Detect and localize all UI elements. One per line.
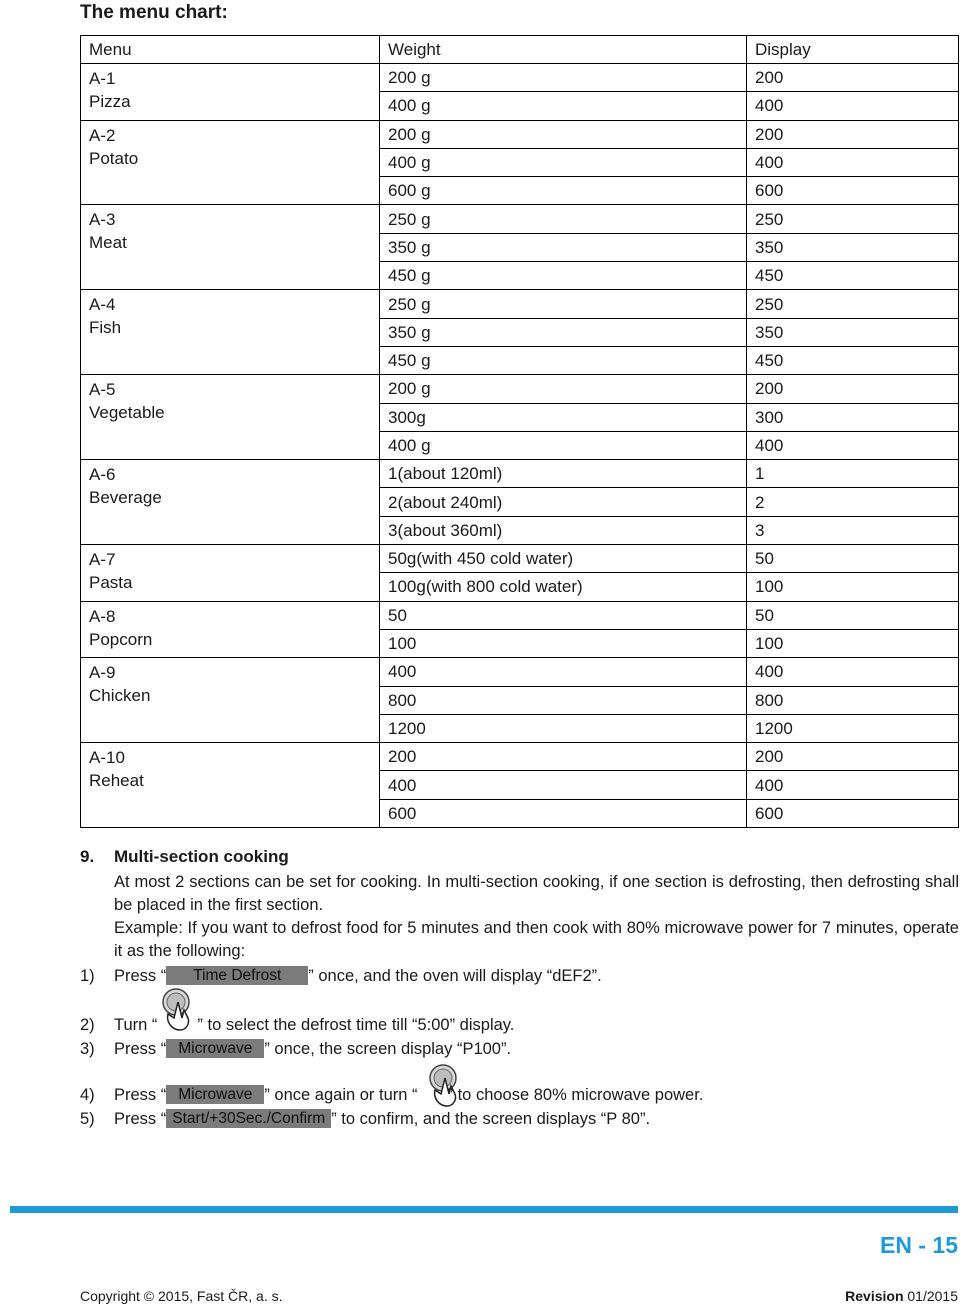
- weight-cell: 3(about 360ml): [380, 516, 747, 544]
- table-row: [81, 120, 959, 148]
- weight-cell: 400: [380, 771, 747, 799]
- weight-cell: 200: [380, 743, 747, 771]
- table-row: [81, 743, 959, 771]
- copyright: Copyright © 2015, Fast ČR, a. s.: [80, 1288, 283, 1304]
- menu-chart-table: [80, 35, 959, 828]
- display-cell: 600: [747, 177, 959, 205]
- weight-cell: 350 g: [380, 318, 747, 346]
- display-cell: 400: [747, 658, 959, 686]
- weight-cell: 400: [380, 658, 747, 686]
- table-row: [81, 64, 959, 92]
- display-cell: 200: [747, 743, 959, 771]
- menu-name: Pizza: [89, 92, 131, 111]
- step-number: 5): [80, 1110, 95, 1128]
- display-cell: 1: [747, 460, 959, 488]
- revision-label: Revision: [845, 1288, 904, 1304]
- menu-code: A-6: [89, 465, 116, 485]
- section-number: 9.: [80, 847, 95, 866]
- menu-code: A-10: [89, 748, 125, 768]
- microwave-button[interactable]: Microwave: [166, 1039, 264, 1059]
- revision: [845, 1288, 958, 1304]
- display-cell: 100: [747, 573, 959, 601]
- weight-cell: 600: [380, 799, 747, 827]
- menu-code: A-7: [89, 550, 116, 570]
- table-row: [81, 290, 959, 318]
- step-text: ” once, and the oven will display “dEF2”.: [308, 967, 602, 985]
- header-weight: Weight: [380, 36, 747, 64]
- display-cell: 350: [747, 233, 959, 261]
- revision-value: 01/2015: [907, 1288, 958, 1304]
- display-cell: 250: [747, 290, 959, 318]
- page-number: EN - 15: [880, 1232, 958, 1258]
- weight-cell: 400 g: [380, 431, 747, 459]
- weight-cell: 1(about 120ml): [380, 460, 747, 488]
- display-cell: 2: [747, 488, 959, 516]
- weight-cell: 400 g: [380, 92, 747, 120]
- weight-cell: 400 g: [380, 148, 747, 176]
- menu-item-cell: [81, 601, 380, 658]
- page-heading: The menu chart:: [80, 2, 228, 23]
- step-text: Press “: [114, 967, 167, 985]
- menu-name: Pasta: [89, 573, 133, 593]
- header-menu: Menu: [81, 36, 380, 64]
- time-defrost-button[interactable]: Time Defrost: [166, 966, 308, 986]
- step-4: [80, 1084, 960, 1107]
- weight-cell: 200 g: [380, 375, 747, 403]
- menu-item-cell: [81, 120, 380, 205]
- menu-name: Potato: [89, 148, 139, 168]
- section-example: Example: If you want to defrost food for 5 minutes and then cook with 80% microwave power for 7 minutes, operate it as the following:: [114, 919, 959, 960]
- weight-cell: 350 g: [380, 233, 747, 261]
- step-text: Press “: [114, 1110, 167, 1128]
- step-text: ” to confirm, and the screen displays “P 80”.: [331, 1110, 651, 1128]
- weight-cell: 50: [380, 601, 747, 629]
- weight-cell: 250 g: [380, 205, 747, 233]
- display-cell: 50: [747, 601, 959, 629]
- table-row: [81, 375, 959, 403]
- weight-cell: 200 g: [380, 64, 747, 92]
- display-cell: 200: [747, 375, 959, 403]
- weight-cell: 1200: [380, 714, 747, 742]
- table-row: [81, 601, 959, 629]
- step-number: 2): [80, 1016, 95, 1034]
- menu-code: A-1: [89, 69, 116, 88]
- footer-divider: [10, 1206, 958, 1213]
- step-text: ” to select the defrost time till “5:00” display.: [197, 1016, 515, 1034]
- menu-name: Chicken: [89, 686, 151, 706]
- menu-item-cell: [81, 460, 380, 545]
- table-row: [81, 205, 959, 233]
- menu-item-cell: [81, 375, 380, 460]
- menu-name: Popcorn: [89, 629, 153, 649]
- weight-cell: 600 g: [380, 177, 747, 205]
- section-intro: At most 2 sections can be set for cooking. In multi-section cooking, if one section is defrosting, then defrosting shall be placed in the first section.: [114, 873, 959, 914]
- step-text: ” to choose 80% microwave power.: [447, 1086, 704, 1104]
- display-cell: 200: [747, 64, 959, 92]
- display-cell: 50: [747, 545, 959, 573]
- menu-code: A-3: [89, 210, 116, 230]
- step-5: [80, 1108, 960, 1131]
- menu-item-cell: [81, 743, 380, 828]
- display-cell: 400: [747, 771, 959, 799]
- menu-code: A-2: [89, 125, 116, 145]
- step-text: Turn “: [114, 1016, 158, 1034]
- weight-cell: 50g(with 450 cold water): [380, 545, 747, 573]
- display-cell: 450: [747, 262, 959, 290]
- step-number: 4): [80, 1086, 95, 1104]
- step-text: ” once, the screen display “P100”.: [264, 1040, 512, 1058]
- display-cell: 3: [747, 516, 959, 544]
- weight-cell: 200 g: [380, 120, 747, 148]
- step-1: [80, 965, 960, 988]
- step-text: ” once again or turn “: [264, 1086, 418, 1104]
- display-cell: 800: [747, 686, 959, 714]
- display-cell: 1200: [747, 714, 959, 742]
- menu-item-cell: [81, 290, 380, 375]
- display-cell: 400: [747, 431, 959, 459]
- weight-cell: 800: [380, 686, 747, 714]
- step-number: 3): [80, 1040, 95, 1058]
- menu-name: Fish: [89, 318, 122, 338]
- section-title-text: Multi-section cooking: [114, 847, 289, 866]
- menu-item-cell: [81, 658, 380, 743]
- display-cell: 100: [747, 629, 959, 657]
- step-number: 1): [80, 967, 95, 985]
- start-confirm-button[interactable]: Start/+30Sec./Confirm: [166, 1109, 331, 1129]
- table-row: [81, 658, 959, 686]
- display-cell: 250: [747, 205, 959, 233]
- table-row: [81, 545, 959, 573]
- weight-cell: 450 g: [380, 262, 747, 290]
- display-cell: 300: [747, 403, 959, 431]
- menu-name: Vegetable: [89, 403, 165, 423]
- weight-cell: 300g: [380, 403, 747, 431]
- menu-name: Reheat: [89, 771, 144, 791]
- menu-item-cell: [81, 205, 380, 290]
- display-cell: 350: [747, 318, 959, 346]
- menu-code: A-8: [89, 606, 116, 626]
- display-cell: 450: [747, 346, 959, 374]
- step-2: [80, 1014, 960, 1037]
- menu-code: A-5: [89, 380, 116, 400]
- header-display: Display: [747, 36, 959, 64]
- menu-name: Meat: [89, 233, 127, 253]
- weight-cell: 2(about 240ml): [380, 488, 747, 516]
- menu-item-cell: [81, 64, 380, 121]
- step-3: [80, 1038, 960, 1061]
- display-cell: 200: [747, 120, 959, 148]
- section-title: [80, 847, 289, 867]
- display-cell: 600: [747, 799, 959, 827]
- weight-cell: 100g(with 800 cold water): [380, 573, 747, 601]
- table-row: [81, 460, 959, 488]
- step-text: Press “: [114, 1040, 167, 1058]
- display-cell: 400: [747, 92, 959, 120]
- table-header-row: [81, 36, 959, 64]
- display-cell: 400: [747, 148, 959, 176]
- menu-name: Beverage: [89, 488, 162, 508]
- menu-item-cell: [81, 545, 380, 602]
- microwave-button[interactable]: Microwave: [166, 1085, 264, 1105]
- weight-cell: 450 g: [380, 346, 747, 374]
- step-text: Press “: [114, 1086, 167, 1104]
- weight-cell: 100: [380, 629, 747, 657]
- menu-code: A-9: [89, 663, 116, 683]
- menu-code: A-4: [89, 295, 116, 315]
- weight-cell: 250 g: [380, 290, 747, 318]
